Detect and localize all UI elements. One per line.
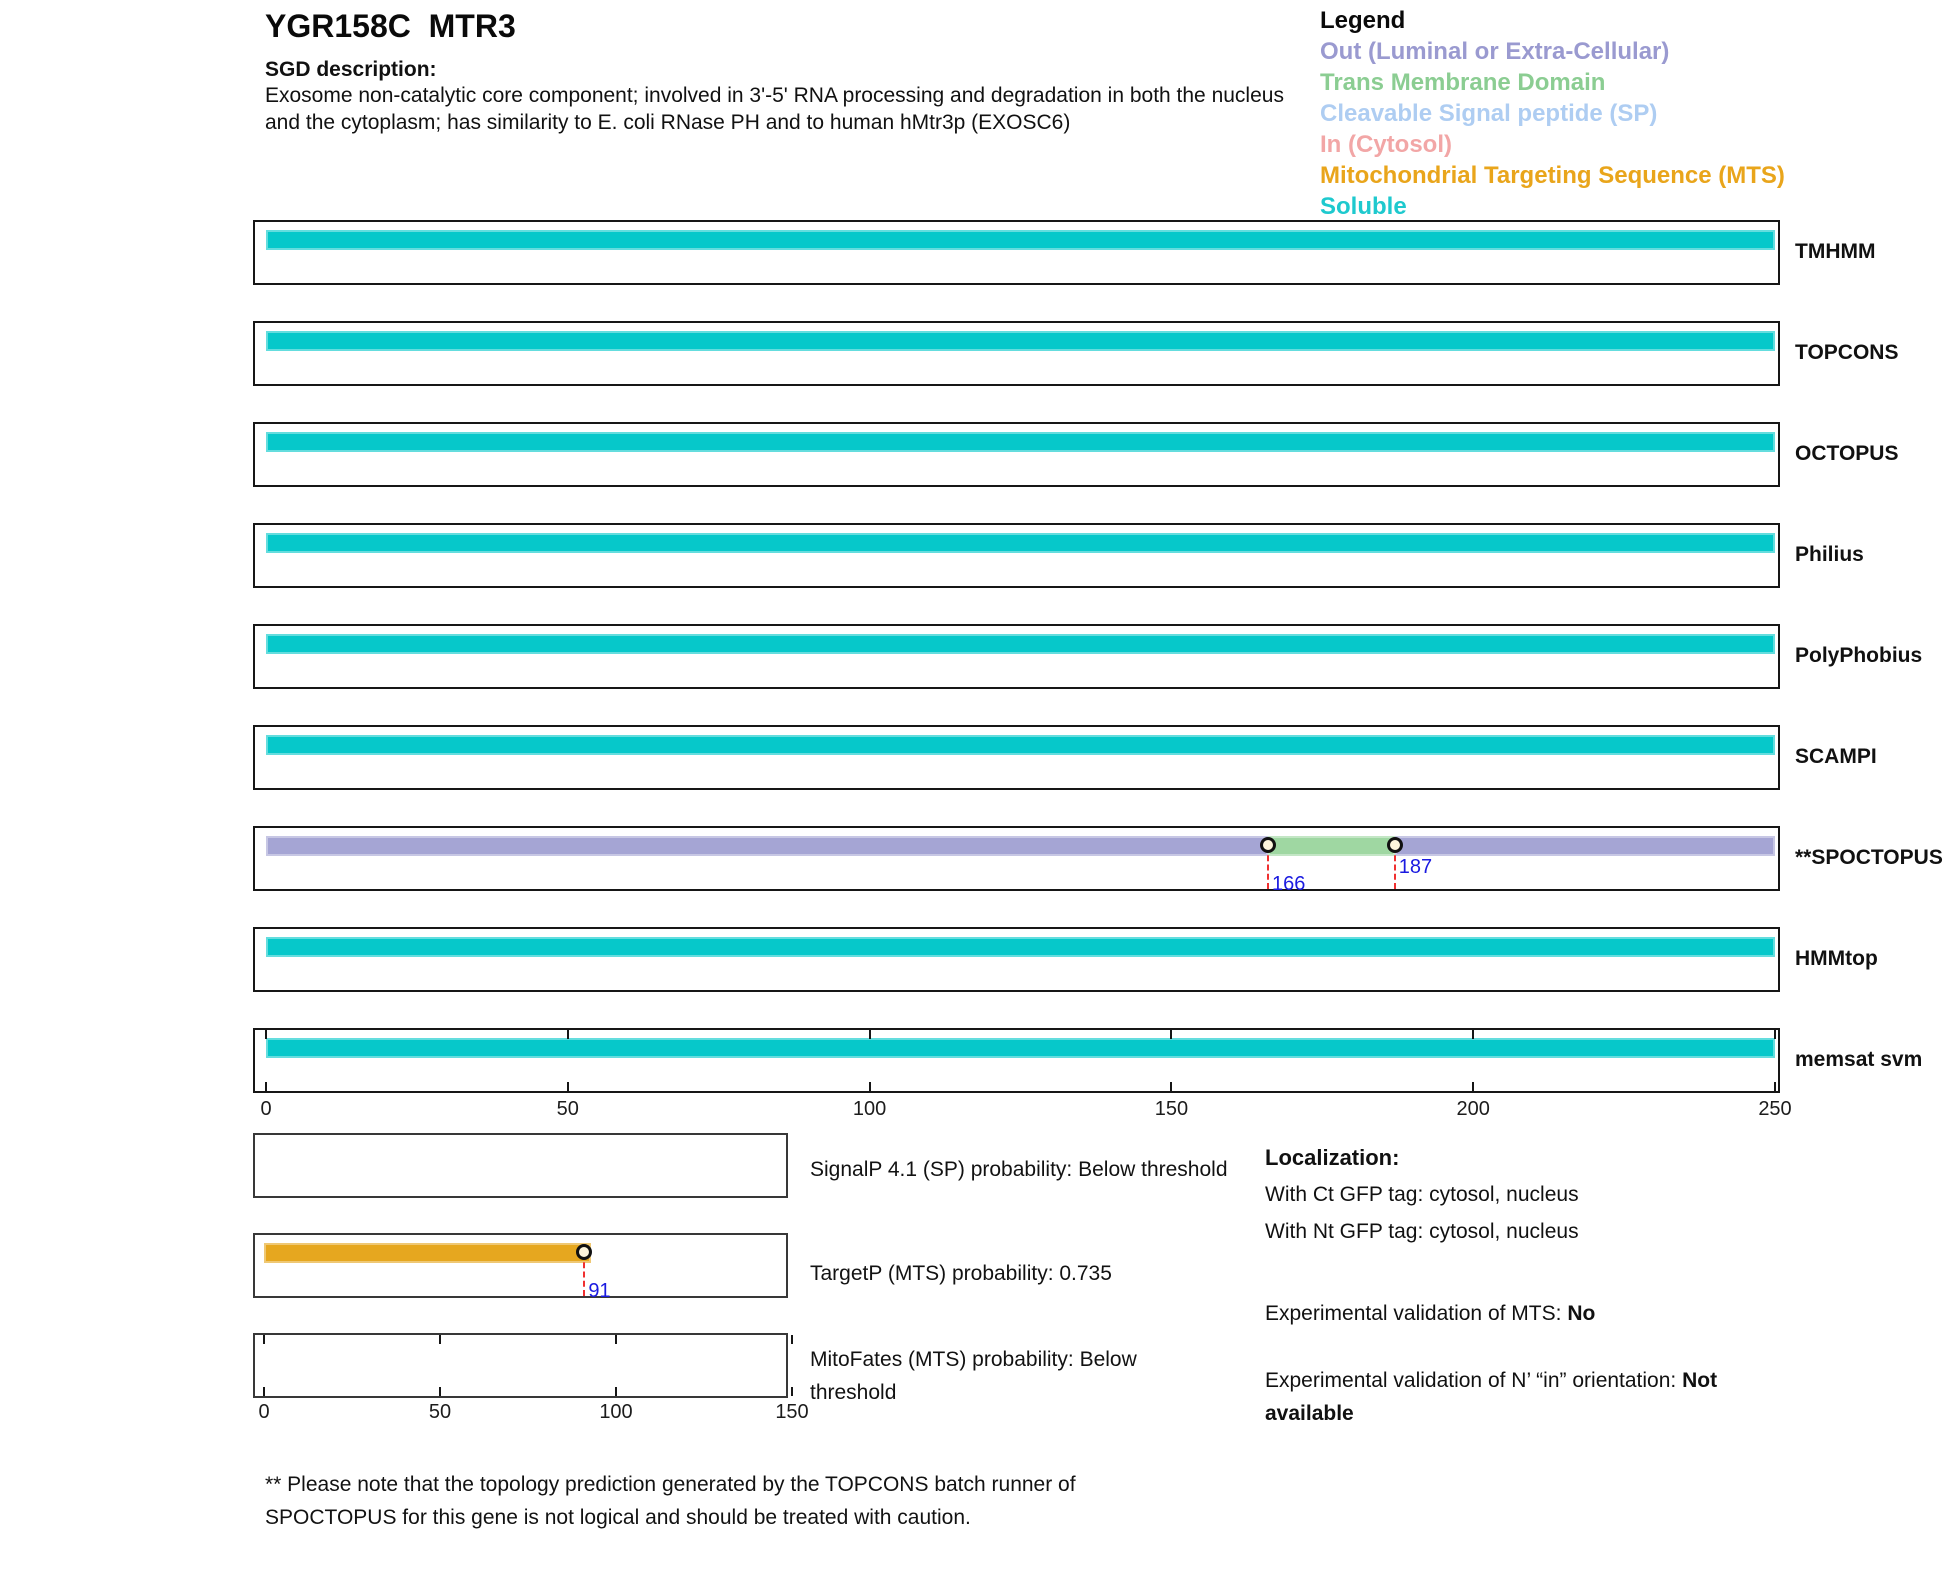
- track-segment-soluble: [266, 937, 1775, 957]
- track-box: [253, 826, 1780, 895]
- axis-tick: [1774, 1082, 1776, 1091]
- localization-ct-line: With Ct GFP tag: cytosol, nucleus: [1265, 1183, 1579, 1206]
- axis-tick: [567, 1030, 569, 1039]
- track-segment-soluble: [266, 634, 1775, 654]
- axis-tick: [1774, 1030, 1776, 1039]
- track-segment-soluble: [266, 230, 1775, 250]
- track-label: TOPCONS: [1795, 341, 1899, 364]
- track-box: [253, 725, 1780, 790]
- track-label: Philius: [1795, 543, 1864, 566]
- axis-tick-label: 200: [1456, 1098, 1490, 1120]
- track-label: TMHMM: [1795, 240, 1876, 263]
- axis-tick: [615, 1335, 617, 1344]
- track-row: [253, 321, 1950, 422]
- legend-item: Cleavable Signal peptide (SP): [1320, 100, 1658, 127]
- track-segment-soluble: [266, 533, 1775, 553]
- sgd-description-line: and the cytoplasm; has similarity to E. coli RNase PH and to human hMtr3p (EXOSC6): [265, 111, 1071, 134]
- axis-tick-label: 50: [428, 1401, 452, 1423]
- legend-item: In (Cytosol): [1320, 131, 1452, 158]
- orientation-validation-value: Not available: [1265, 1369, 1718, 1425]
- axis-tick: [567, 1082, 569, 1091]
- axis-tick-label: 150: [775, 1401, 809, 1423]
- track-label: **SPOCTOPUS: [1795, 846, 1943, 869]
- sub-plot-caption: TargetP (MTS) probability: 0.735: [810, 1262, 1112, 1285]
- sub-plot-box: [253, 1333, 788, 1398]
- axis-tick-label: 100: [852, 1098, 887, 1120]
- axis-tick: [265, 1082, 267, 1091]
- orientation-validation-label: Experimental validation of N’ “in” orientation:: [1265, 1369, 1677, 1392]
- axis-tick: [439, 1387, 441, 1396]
- axis-tick: [265, 1030, 267, 1039]
- sub-plot-box: [253, 1233, 788, 1302]
- legend-items: [1320, 36, 1785, 222]
- legend-item: Out (Luminal or Extra-Cellular): [1320, 38, 1670, 65]
- axis-tick: [263, 1335, 265, 1344]
- marker-value: 166: [1271, 873, 1306, 895]
- track-row: [253, 624, 1950, 725]
- axis-tick: [869, 1082, 871, 1091]
- track-box: [253, 321, 1780, 386]
- axis-tick-label: 250: [1758, 1098, 1792, 1120]
- header: [265, 8, 1284, 136]
- axis-tick-label: 150: [1154, 1098, 1189, 1120]
- axis-tick-label: 100: [599, 1401, 633, 1423]
- track-segment-mts: [264, 1243, 591, 1263]
- sgd-description-label: SGD description:: [265, 58, 437, 81]
- track-segment-soluble: [266, 331, 1775, 351]
- track-box: [253, 422, 1780, 487]
- track-segment-soluble: [266, 432, 1775, 452]
- axis-tick: [1472, 1082, 1474, 1091]
- sub-x-axis: [253, 1401, 1153, 1427]
- marker-value: 187: [1398, 856, 1433, 878]
- track-box: [253, 220, 1780, 285]
- localization-heading: Localization:: [1265, 1145, 1400, 1170]
- track-row: [253, 422, 1950, 523]
- track-label: memsat svm: [1795, 1048, 1923, 1071]
- marker-value: 91: [588, 1280, 611, 1302]
- track-box: [253, 523, 1780, 588]
- tracks-panel: [253, 220, 1950, 1130]
- sub-plot-caption: SignalP 4.1 (SP) probability: Below threshold: [810, 1158, 1228, 1181]
- track-box: [253, 1028, 1780, 1093]
- footnote-line: ** Please note that the topology prediction generated by the TOPCONS batch runner of: [265, 1473, 1076, 1496]
- axis-tick-label: 0: [260, 1098, 272, 1120]
- axis-tick: [791, 1335, 793, 1344]
- mts-validation-line: [1265, 1302, 1595, 1326]
- sgd-description-line: Exosome non-catalytic core component; involved in 3'-5' RNA processing and degradation in both the nucleus: [265, 84, 1284, 107]
- track-label: HMMtop: [1795, 947, 1878, 970]
- legend-item: Soluble: [1320, 193, 1407, 220]
- axis-tick: [615, 1387, 617, 1396]
- mts-validation-value: No: [1567, 1302, 1596, 1325]
- track-row: [253, 220, 1950, 321]
- orientation-validation-line: [1265, 1364, 1753, 1430]
- legend-title: Legend: [1320, 7, 1406, 34]
- position-marker: [1387, 837, 1403, 853]
- axis-tick: [439, 1335, 441, 1344]
- page-title: YGR158C MTR3: [265, 8, 516, 44]
- axis-tick: [1472, 1030, 1474, 1039]
- mts-validation-label: Experimental validation of MTS:: [1265, 1302, 1562, 1325]
- track-row: [253, 927, 1950, 1028]
- axis-tick: [1170, 1082, 1172, 1091]
- axis-tick: [791, 1387, 793, 1396]
- axis-tick-label: 0: [258, 1401, 270, 1423]
- x-axis: [253, 1098, 1950, 1124]
- axis-tick: [869, 1030, 871, 1039]
- track-box: [253, 624, 1780, 689]
- axis-tick-label: 50: [556, 1098, 579, 1120]
- localization-nt-line: With Nt GFP tag: cytosol, nucleus: [1265, 1220, 1579, 1243]
- track-label: SCAMPI: [1795, 745, 1877, 768]
- track-segment-out: [266, 836, 1268, 856]
- track-label: OCTOPUS: [1795, 442, 1899, 465]
- track-box: [253, 927, 1780, 992]
- track-segment-soluble: [266, 1038, 1775, 1058]
- sub-plot-box: [253, 1133, 788, 1198]
- track-label: PolyPhobius: [1795, 644, 1923, 667]
- footnote: [265, 1468, 1076, 1534]
- axis-tick: [263, 1387, 265, 1396]
- legend: [1320, 5, 1785, 222]
- track-row: [253, 826, 1950, 927]
- legend-item: Trans Membrane Domain: [1320, 69, 1606, 96]
- sub-plot-row: [253, 1133, 1950, 1198]
- sub-plot-caption: MitoFates (MTS) probability: Below threshold: [810, 1348, 1137, 1404]
- track-segment-soluble: [266, 735, 1775, 755]
- track-row: [253, 725, 1950, 826]
- track-row: [253, 523, 1950, 624]
- sub-plot-row: [253, 1233, 1950, 1302]
- legend-item: Mitochondrial Targeting Sequence (MTS): [1320, 162, 1785, 189]
- track-segment-tm: [1268, 836, 1395, 856]
- footnote-line: SPOCTOPUS for this gene is not logical and should be treated with caution.: [265, 1506, 971, 1529]
- track-segment-out: [1395, 836, 1775, 856]
- axis-tick: [1170, 1030, 1172, 1039]
- position-marker: [1260, 837, 1276, 853]
